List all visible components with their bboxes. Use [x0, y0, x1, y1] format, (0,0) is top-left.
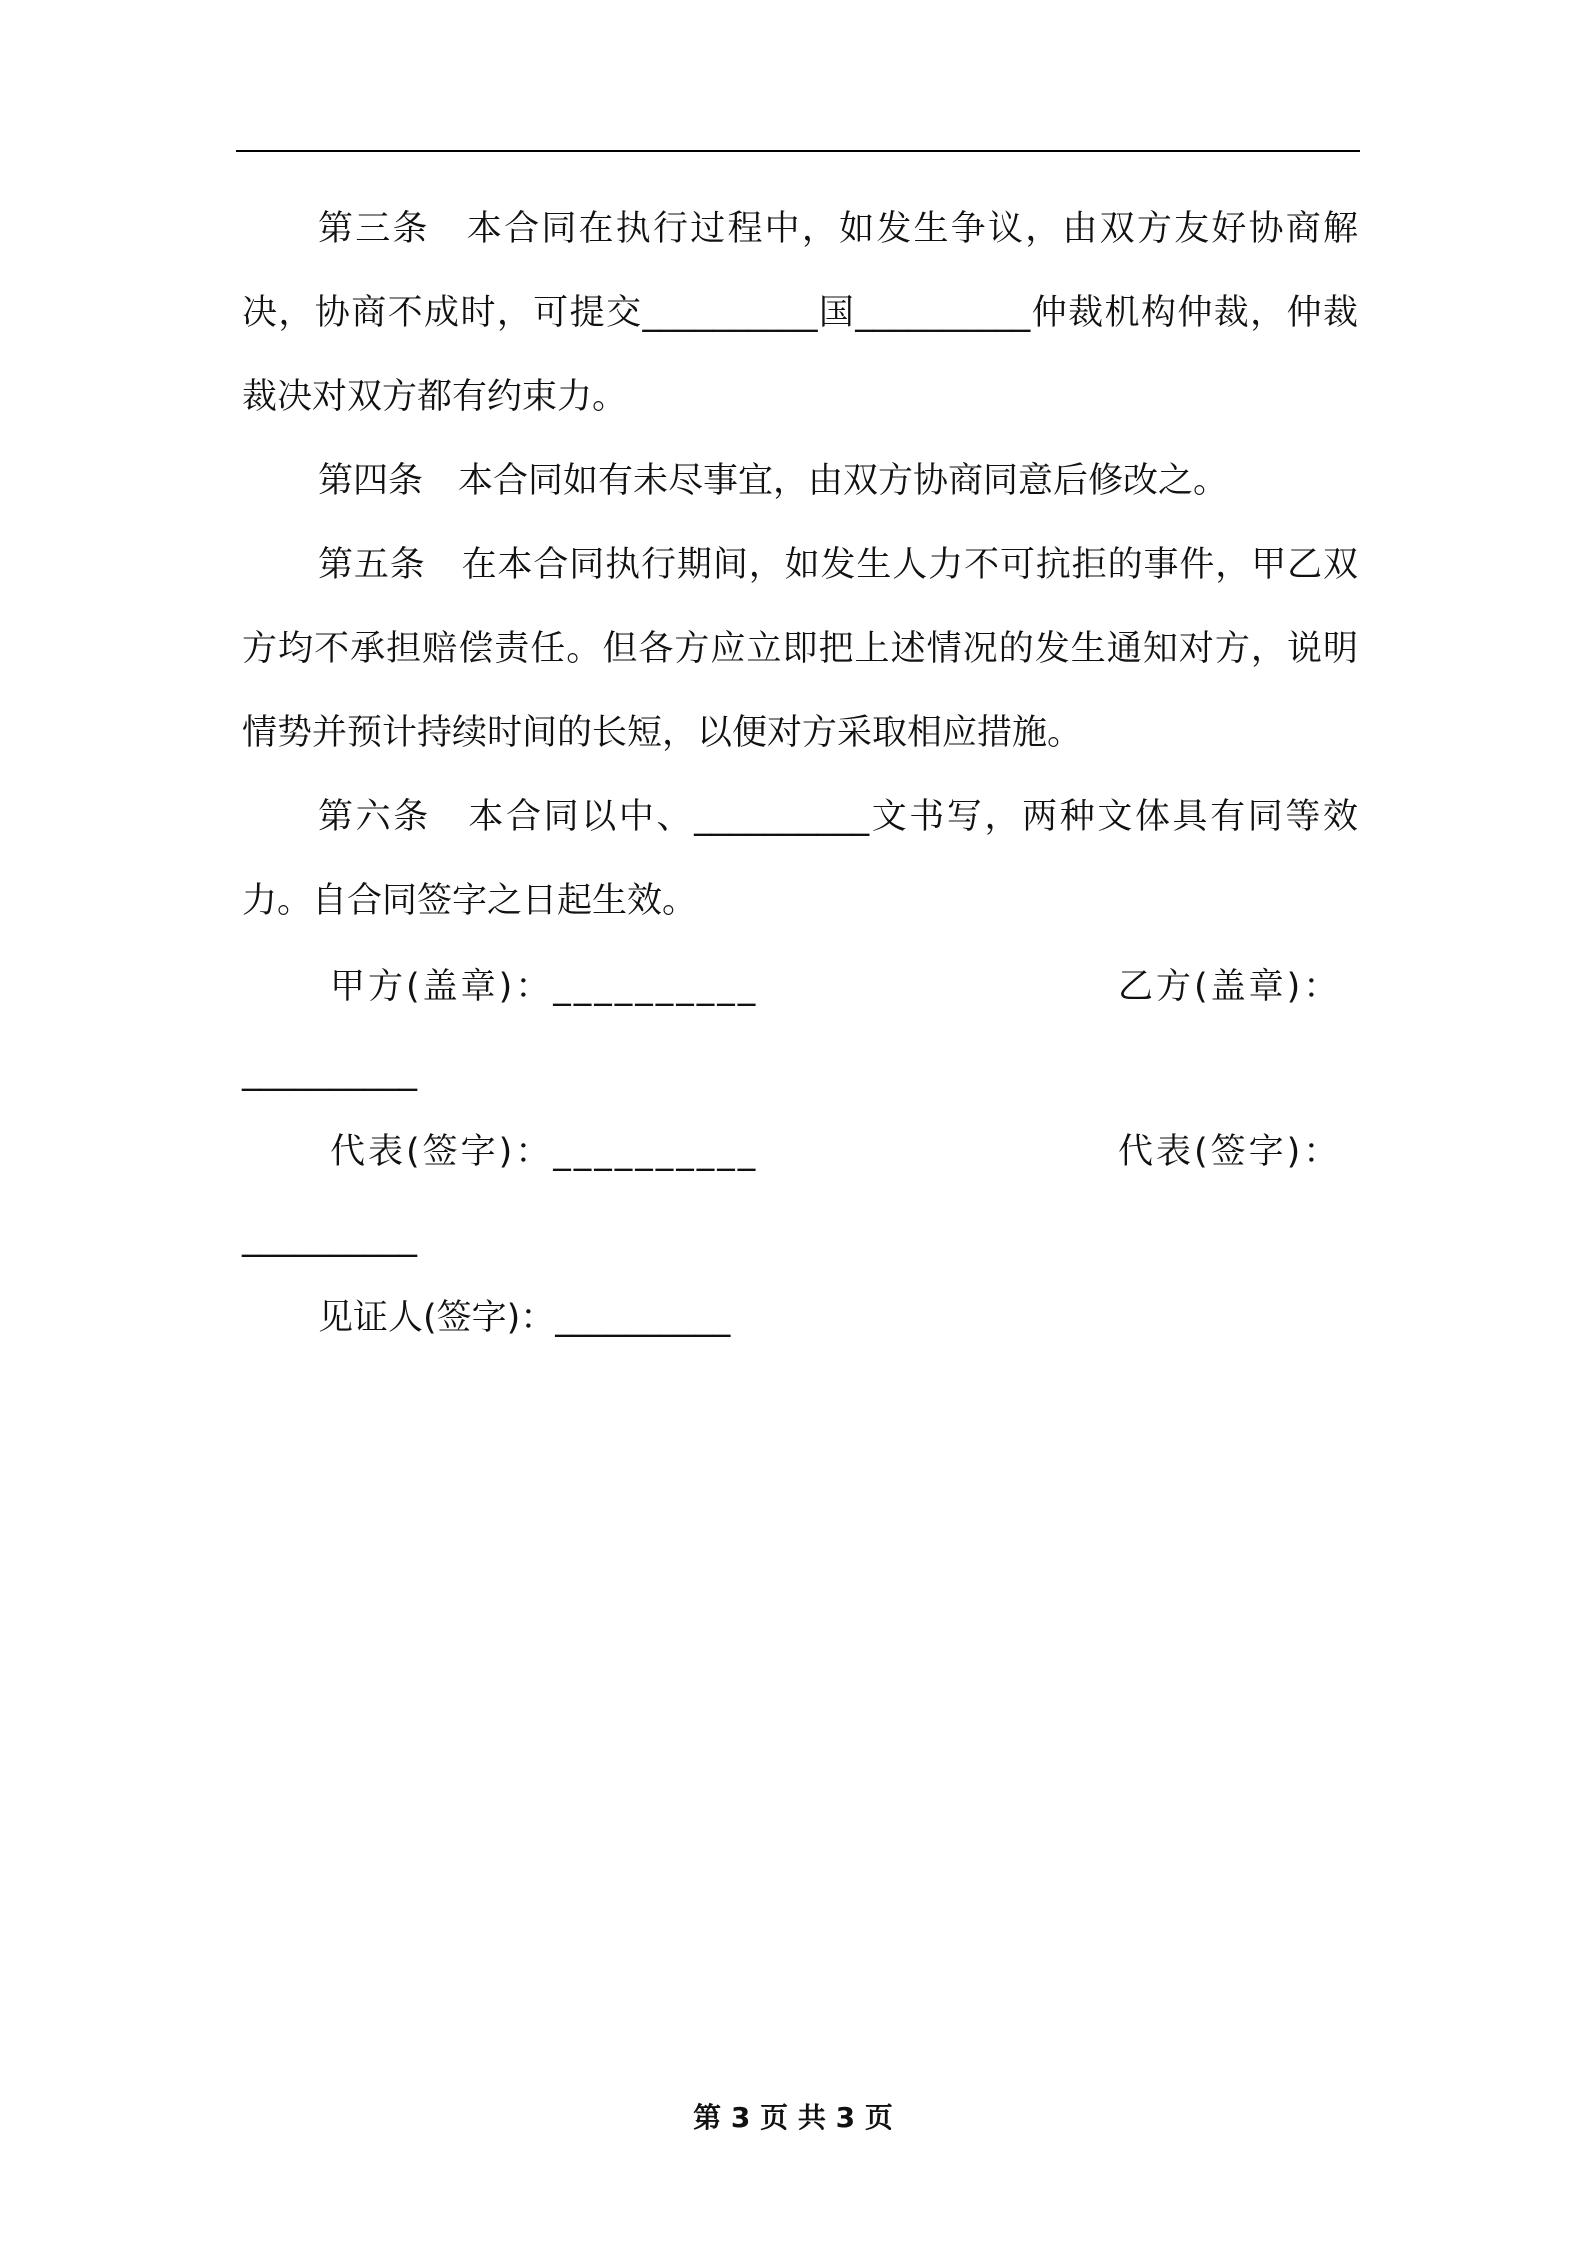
party-b-seal-label: 乙方(盖章)：: [1118, 967, 1342, 1007]
page-footer: 第 3 页 共 3 页: [693, 2101, 893, 2134]
article-4: 第四条 本合同如有未尽事宜，由双方协商同意后修改之。: [318, 461, 1229, 501]
header-rule: [236, 150, 1360, 152]
party-b-rep-blank: __________: [242, 1218, 417, 1258]
party-a-rep-line: 代表(签字)：__________: [330, 1132, 759, 1172]
party-a-seal-line: 甲方(盖章)：__________: [330, 967, 759, 1007]
party-b-seal-blank: __________: [242, 1052, 417, 1092]
contract-body: [242, 187, 1358, 943]
article-5: 第五条 在本合同执行期间，如发生人力不可抗拒的事件，甲乙双方均不承担赔偿责任。但各方应立即把上述情况的发生通知对方，说明情势并预计持续时间的长短，以便对方采取相应措施。: [242, 545, 1358, 753]
witness-line: 见证人(签字)：__________: [318, 1298, 731, 1338]
article-6: 第六条 本合同以中、__________文书写，两种文体具有同等效力。自合同签字之日起生效。: [242, 797, 1358, 921]
party-b-rep-label: 代表(签字)：: [1118, 1132, 1342, 1172]
article-3: 第三条 本合同在执行过程中，如发生争议，由双方友好协商解决，协商不成时，可提交__________国__________仲裁机构仲裁，仲裁裁决对双方都有约束力。: [242, 209, 1358, 417]
